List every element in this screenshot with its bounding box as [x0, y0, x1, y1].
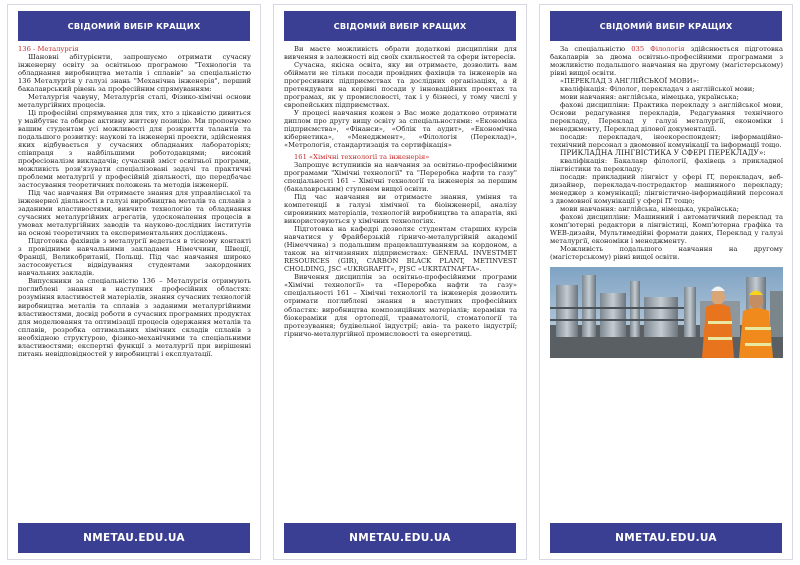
paragraph: Шановні абітурієнти, запрошуємо отримати сучасну інженерну освіту за освітньою програмою "Технологія та обладнання виробництва металів і сплавів" за спеціальністю 136 Металургія у галузі знань "Механічна інженерія", перший бакалаврський рівень за професійним спрямуванням:: [18, 53, 251, 94]
paragraph: Металургія чавуну, Металургія сталі, Фізико-хімічні основи металургійних процесів.: [18, 93, 251, 110]
paragraph: мови навчання: англійська, німецька, українська;: [560, 93, 739, 102]
panel-footer-website[interactable]: NMETAU.EDU.UA: [284, 523, 516, 553]
paragraph: посади: прикладний лінгвіст у сфері IT, перекладач, веб-дизайнер, перекладач-постредактор машинного перекладу; менеджер з комунікації; лінгвістично-інформаційний персонал з двомовної комунікації у сфері IT тощо;: [550, 173, 783, 206]
panel-header: СВІДОМИЙ ВИБІР КРАЩИХ: [284, 11, 516, 41]
panel-header: СВІДОМИЙ ВИБІР КРАЩИХ: [18, 11, 250, 41]
paragraph: Можливість подальшого навчання на другому (магістерському) рівні вищої освіти.: [550, 245, 783, 262]
panel-header: СВІДОМИЙ ВИБІР КРАЩИХ: [550, 11, 782, 41]
brochure-panel-left: [7, 4, 261, 560]
intro-text-post: здійснюється підготовка бакалаврів за двома освітньо-професійними програмами з можливістю подальшого навчання на другому (магістерському) рівні вищої освіти.: [550, 45, 783, 78]
paragraph: кваліфікація: Філолог, перекладач з англійської мови;: [560, 85, 755, 94]
panel-footer-website[interactable]: NMETAU.EDU.UA: [550, 523, 782, 553]
paragraph: Під час навчання Ви отримаєте знання для управлінської та інженерної діяльності в галузі виробництва металів та сплавів з заданими властивостями, вивчите технологію та обладнання сучасних металургійних агрегатів, удосконалення процесів в умовах металургійних заводів та науково-дослідних інститутів на основі теоретичних та експериментальних досліджень.: [18, 189, 251, 238]
paragraph: У процесі навчання кожен з Вас може додатково отримати диплом про другу вищу освіту за спеціальностями: «Економіка підприємства», «Фінанси», «Облік та аудит», «Економічна кібернетика», «Менеджмент», «Філологія (Переклад)», «Метрологія, стандартизація та сертифікація»: [284, 109, 517, 150]
paragraph: Вивчення дисциплін за освітньо-професійними програми «Хімічні технології» та «Переробка нафти та газу» спеціальності 161 – Хімічні технології та інженерія дозволить отримати поглиблені знання в наступних професійних областях: виробництва композиційних матеріалів; кераміки та біокераміки для ортопедії, травматології, стоматології та протезування; будівельної індустрії; авіа- та ракето індустрії; гірничо-металургійної промисловості та енергетиці.: [284, 273, 517, 338]
paragraph: мови навчання: англійська, німецька, українська;: [560, 205, 739, 214]
panel-body: [18, 45, 251, 517]
section-title-metallurgy: 136 - Металургія: [18, 45, 79, 53]
brochure-panel-middle: [273, 4, 527, 560]
intro-text-pre: За спеціальністю: [560, 45, 632, 53]
paragraph: Сучасна, якісна освіта, яку ви отримаєте, дозволить вам обіймати не тільки посади провідних фахівців та інженерів на прогресивних підприємствах та дослідних організаціях, а й претендувати на керівні посади у інноваційних проектах та програмах, як у промисловості, так і у бізнесі, у тому числі у європейських підприємствах.: [284, 61, 517, 110]
panel-footer-website[interactable]: NMETAU.EDU.UA: [18, 523, 250, 553]
paragraph: Ви маєте можливість обрати додаткові дисципліни для вивчення в залежності від своїх схильностей та сфери інтересів.: [284, 45, 517, 62]
paragraph: Випускники за спеціальністю 136 – Металургія отримують поглиблені знання в наступних професійних областях: розуміння властивостей матеріалів, знання сучасних технологій виробництва металів та сплавів з заданими металургійними властивостями, досвід роботи в сучасних програмних продуктах для моделювання та оптимізації процесів одержання металів та сплавів, розробка оптимальних хімічних складів сплавів з необхідною структурою, фізико-механічними та спеціальними властивостями; експертні функції з металургії при вирішенні питань невідповідностей у виробництві і експлуатації.: [18, 277, 251, 358]
panel-body: [284, 45, 517, 517]
paragraph: кваліфікація: Бакалавр філології, фахівець з прикладної лінгвістики та перекладу;: [550, 157, 783, 174]
program-heading: ПРИКЛАДНА ЛІНГВІСТИКА У СФЕРІ ПЕРЕКЛАДУ»:: [560, 148, 766, 158]
section-title-chemical: 161 «Хімічні технології та інженерія»: [294, 153, 430, 162]
specialty-highlight: 035 Філологія: [631, 45, 685, 53]
paragraph: фахові дисципліни: Практика перекладу з англійської мови, Основи редагування перекладів, Редагування технічного перекладу, Переклад у галузі металургії, економіки і менеджменту, Переклад ділової документації.: [550, 101, 783, 134]
paragraph: Під час навчання ви отримаєте знання, уміння та компетенції в галузі хімічної та біоінженерії, аналізу сировинних матеріалів, технологій виробництва та апаратів, які використовуються у хімічних технологіях.: [284, 193, 517, 226]
industrial-workers-photo: [550, 267, 783, 358]
paragraph: посади: перекладач, іноекореспондент; інформаційно-технічний персонал з двомовної комунікації та інформації тощо.: [550, 133, 783, 150]
paragraph: Підготовка фахівців з металургії ведеться в тісному контакті з провідними навчальними закладами Німеччини, Швеції, Франції, Великобританії, Польщі. Під час навчання широко застосовується відвідування студентами закордонних навчальних закладів.: [18, 237, 251, 278]
paragraph: Запрошує вступників на навчання за освітньо-професійними програмами "Хімічні технології" та "Переробка нафти та газу" спеціальності 161 – Хімічні технології та інженерія за першим (бакалаврським) ступенем вищої освіти.: [284, 161, 517, 194]
panel-body: [550, 45, 783, 517]
brochure-panel-right: [539, 4, 793, 560]
paragraph: Підготовка на кафедрі дозволяє студентам старших курсів навчатися у Фрайберзькій гірничо-металургійній академії (Німеччина) з подальшим працевлаштуванням за кордоном, а також на вітчизняних підприємствах: GENERAL INVESTMET RESOURCES (GIR), CARBON BLACK PLANT, METINVEST CHOLDING, JSC «UKRGRAFIT», PJSC «UKRTATNAFTA».: [284, 225, 517, 274]
paragraph: фахові дисципліни: Машинний і автоматичний переклад та комп'ютерні редактори в лінгвістиці, Комп'ютерна графіка та WEB-дизайн, Мультимедійні формати даних, Переклад у галузі металургії, економіки і менеджменту.: [550, 213, 783, 246]
program-heading: «ПЕРЕКЛАД З АНГЛІЙСЬКОЇ МОВИ»:: [560, 77, 699, 86]
paragraph: Ці професійні спрямування для тих, хто з цікавістю дивиться у майбутнє та обирає активну життєву позицію. Ми пропонуємо вашим студентам усі можливості для розкриття талантів та подальшого розвитку: наукові та інженерні проекти, здійснення яких відбувається у сучасних обладнаних лабораторіях; співпраця з найбільшими роботодавцями; високий професіоналізм викладачів; сучасний зміст освітньої програми, можливість розв'язувати спеціалізовані задачі та практичні проблеми металургії у професійній діяльності, що передбачає застосування теоретичних положень та методів інженерії.: [18, 109, 251, 190]
philology-intro: [550, 45, 783, 77]
